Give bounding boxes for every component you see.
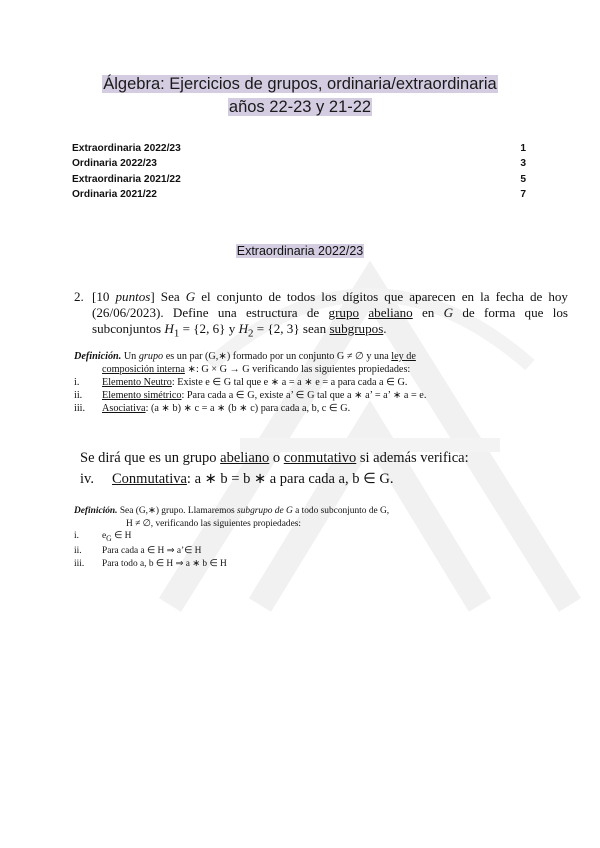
- group-definition: Definición. Un grupo es un par (G,∗) formado por un conjunto G ≠ ∅ y una ley de composición interna ∗: G × G → G verificando las siguientes propiedades: i. Elemento Neutro: Existe e ∈ G tal que e ∗ a = a ∗ e = a para cada a ∈ G. ii. Elemento simétrico: Para cada a ∈ G, existe a’ ∈ G tal que a ∗ a’ = a’ ∗ a = e. iii. Asociativa: (a ∗ b) ∗ c = a ∗ (b ∗ c) para cada a, b, c ∈ G.: [74, 350, 544, 415]
- toc-entry[interactable]: [72, 141, 526, 156]
- list-item: i. $e_G$ ∈ H: [74, 531, 132, 543]
- toc-entry-page: 1: [520, 143, 526, 154]
- toc-entry-label: Ordinaria 2022/23: [72, 158, 157, 170]
- toc-entry-page: 3: [520, 158, 526, 170]
- problem-statement: 2. [10 puntos] Sea G el conjunto de todos los dígitos que aparecen en la fecha de hoy (26/06/2023). Define una estructura de grupo abeliano en G de forma que los subconjuntos $H_1 = \{2$, 6} y $H_2 = \{2$, 3} sean subgrupos.: [74, 289, 568, 340]
- toc-entry-page: 5: [520, 173, 526, 185]
- list-item: ii. Elemento simétrico: Para cada a ∈ G, existe a’ ∈ G tal que a ∗ a’ = a’ ∗ a = e.: [74, 390, 427, 401]
- toc-entry-label: Ordinaria 2021/22: [72, 188, 157, 200]
- document-title-line-1: Álgebra: Ejercicios de grupos, ordinaria/extraordinaria: [103, 75, 497, 93]
- problem-number: 2.: [74, 289, 84, 304]
- list-item: i. Elemento Neutro: Existe e ∈ G tal que e ∗ a = a ∗ e = a para cada a ∈ G.: [74, 377, 408, 388]
- document-title-line-2: años 22-23 y 21-22: [228, 98, 372, 116]
- toc-entry-label: Extraordinaria 2021/22: [72, 173, 181, 185]
- list-item: ii. Para cada a ∈ H ⇒ a’∈ H: [74, 546, 202, 557]
- section-heading: Extraordinaria 2022/23: [236, 244, 364, 258]
- toc-entry[interactable]: [72, 172, 526, 187]
- toc-entry[interactable]: [72, 187, 526, 202]
- list-item: iii. Para todo a, b ∈ H ⇒ a ∗ b ∈ H: [74, 558, 227, 569]
- list-item: iii. Asociativa: (a ∗ b) ∗ c = a ∗ (b ∗ c) para cada a, b, c ∈ G.: [74, 403, 351, 414]
- toc-entry[interactable]: [72, 156, 526, 171]
- toc-entry-page: 7: [520, 188, 526, 200]
- abelian-definition: Se dirá que es un grupo abeliano o conmutativo si además verifica: iv. Conmutativa: a ∗ b = b ∗ a para cada a, b ∈ G.: [80, 450, 469, 487]
- table-of-contents: [72, 141, 526, 202]
- toc-entry-label: Extraordinaria 2022/23: [72, 143, 181, 154]
- subgroup-definition: Definición. Sea (G,∗) grupo. Llamaremos subgrupo de G a todo subconjunto de G, H ≠ ∅, verificando las siguientes propiedades: i. $e_G$ ∈ H ii. Para cada a ∈ H ⇒ a’∈ H iii. Para todo a, b ∈ H ⇒ a ∗ b ∈ H: [74, 505, 534, 570]
